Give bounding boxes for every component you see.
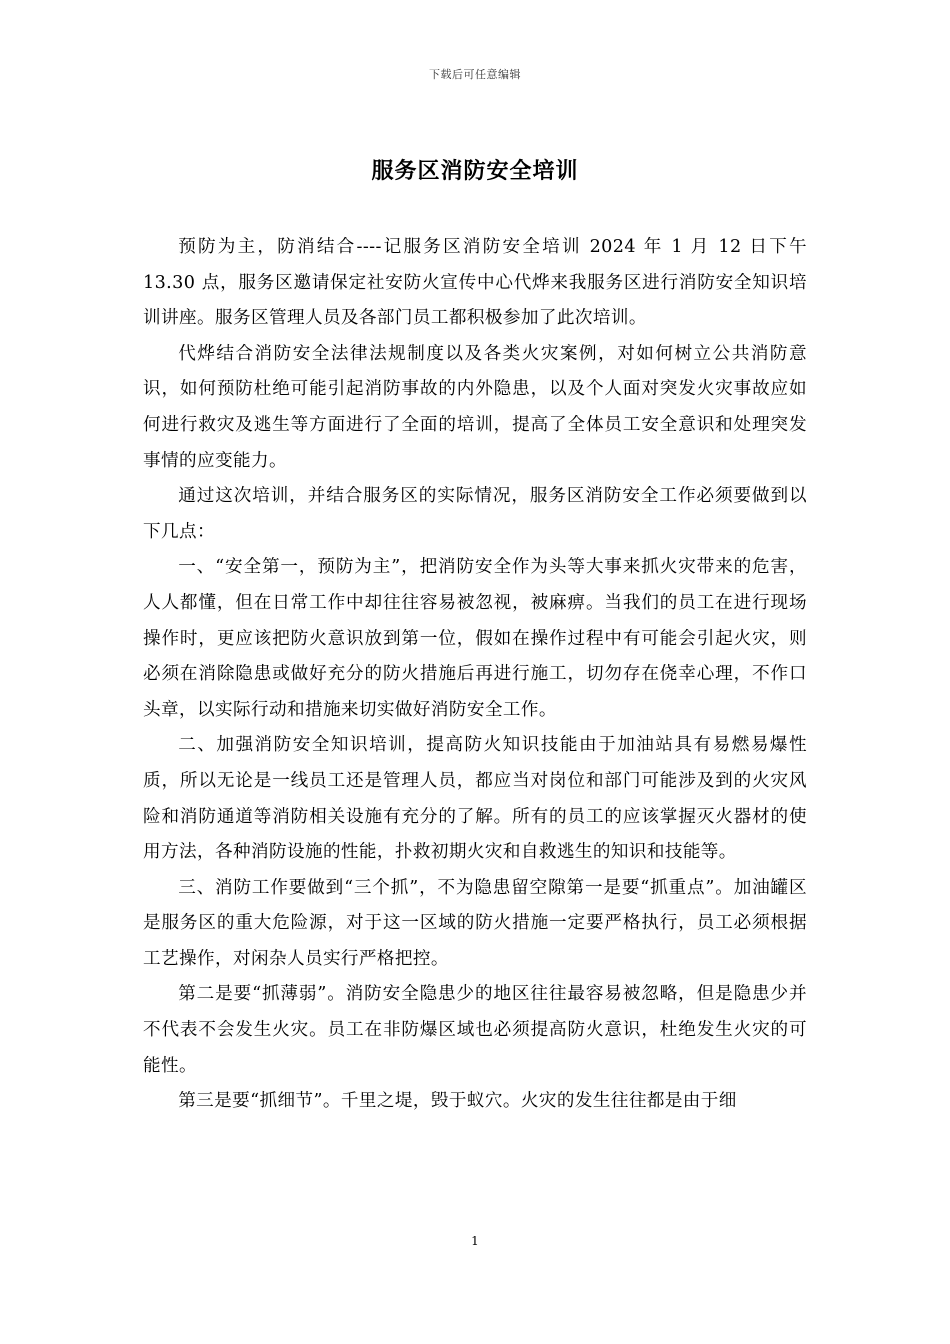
header-note: 下载后可任意编辑 <box>429 68 521 81</box>
paragraph-summary-lead: 通过这次培训，并结合服务区的实际情况，服务区消防安全工作必须要做到以下几点： <box>143 486 807 542</box>
paragraph-second-focus: 第二是要“抓薄弱”。消防安全隐患少的地区往往最容易被忽略，但是隐患少并不代表不会发生火灾。员工在非防爆区域也必须提高防火意识，杜绝发生火灾的可能性。 <box>143 984 807 1076</box>
paragraph-point-two: 二、加强消防安全知识培训，提高防火知识技能由于加油站具有易燃易爆性质，所以无论是一线员工还是管理人员，都应当对岗位和部门可能涉及到的火灾风险和消防通道等消防相关设施有充分的了解。所有的员工的应该掌握灭火器材的使用方法，各种消防设施的性能，扑救初期火灾和自救逃生的知识和技能等。 <box>143 735 807 863</box>
paragraph-third-focus: 第三是要“抓细节”。千里之堤，毁于蚁穴。火灾的发生往往都是由于细 <box>178 1091 737 1112</box>
paragraph-point-one: 一、“安全第一，预防为主”，把消防安全作为头等大事来抓火灾带来的危害，人人都懂，但在日常工作中却往往容易被忽视，被麻痹。当我们的员工在进行现场操作时，更应该把防火意识放到第一位，假如在操作过程中有可能会引起火灾，则必须在消除隐患或做好充分的防火措施后再进行施工，切勿存在侥幸心理，不作口头章，以实际行动和措施来切实做好消防安全工作。 <box>143 557 807 720</box>
document-title: 服务区消防安全培训 <box>371 158 579 184</box>
paragraph-intro: 预防为主，防消结合----记服务区消防安全培训 2024 年 1 月 12 日下午 13.30 点，服务区邀请保定社安防火宣传中心代烨来我服务区进行消防安全知识培训讲座。服务区管理人员及各部门员工都积极参加了此次培训。 <box>143 237 807 329</box>
document-body <box>143 230 807 1120</box>
paragraph-point-three: 三、消防工作要做到“三个抓”，不为隐患留空隙第一是要“抓重点”。加油罐区是服务区的重大危险源，对于这一区域的防火措施一定要严格执行，员工必须根据工艺操作，对闲杂人员实行严格把控。 <box>143 877 807 969</box>
page-number: 1 <box>471 1234 479 1248</box>
paragraph-training-content: 代烨结合消防安全法律法规制度以及各类火灾案例，对如何树立公共消防意识，如何预防杜绝可能引起消防事故的内外隐患，以及个人面对突发火灾事故应如何进行救灾及逃生等方面进行了全面的培训，提高了全体员工安全意识和处理突发事情的应变能力。 <box>143 343 807 471</box>
